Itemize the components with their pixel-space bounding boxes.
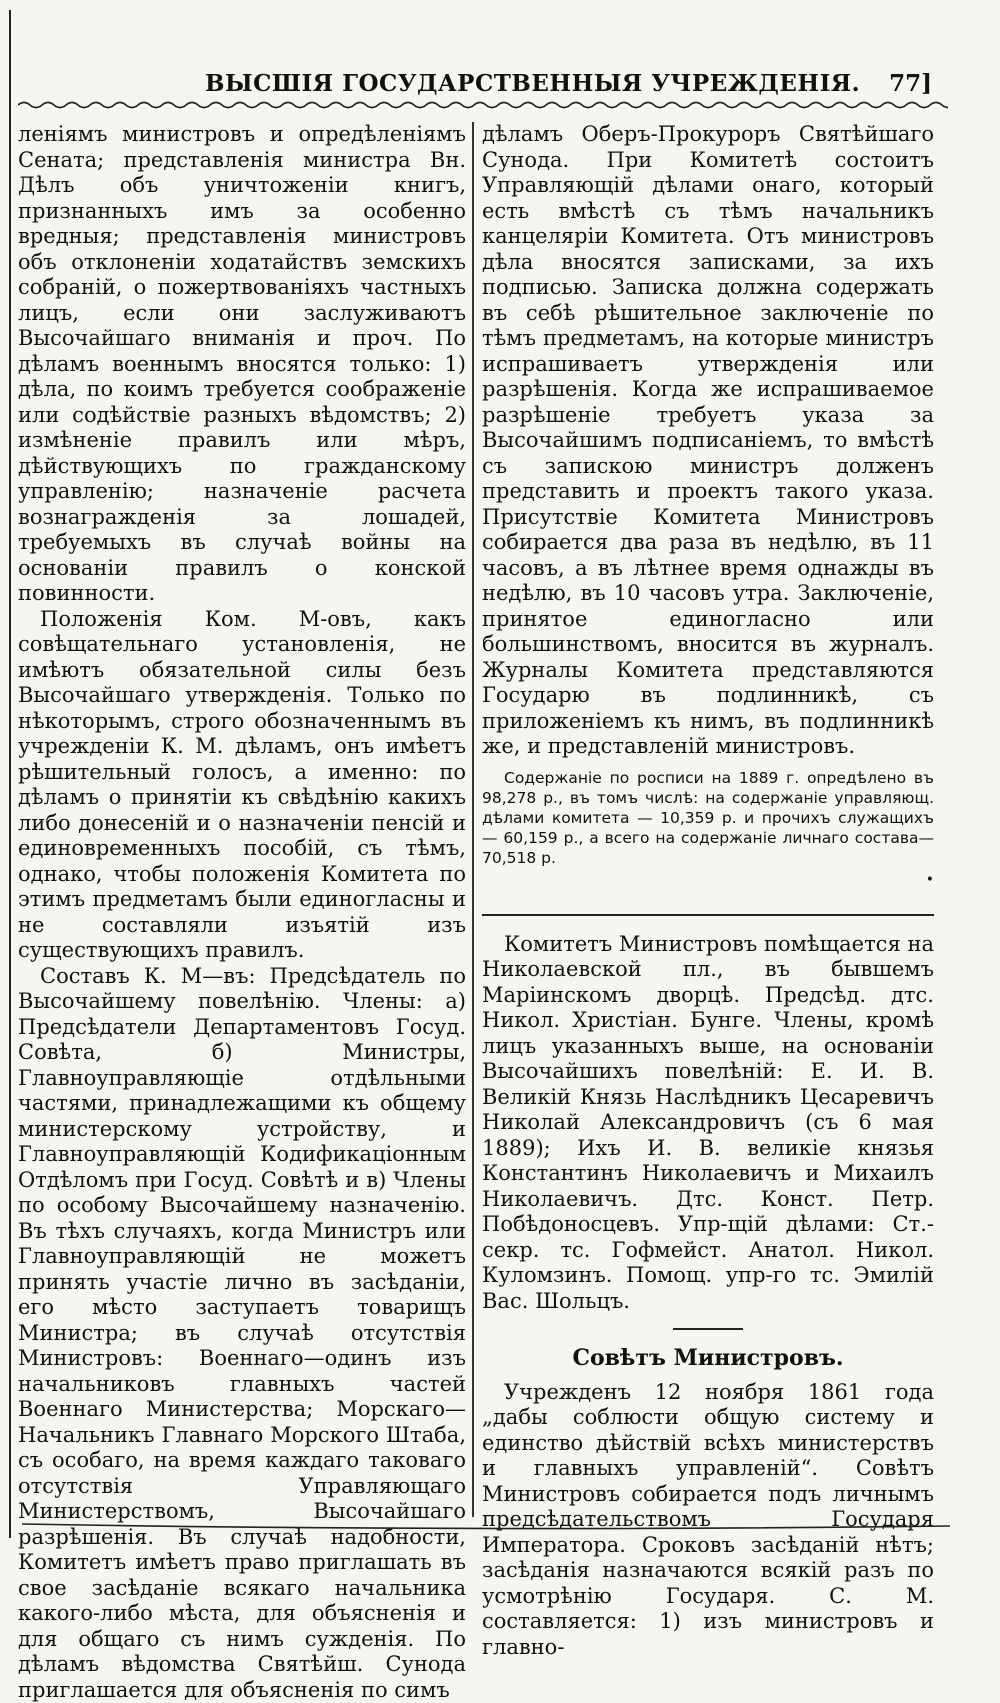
column-divider	[472, 122, 474, 1517]
left-edge-rule	[9, 10, 11, 1538]
paragraph: Комитетъ Министровъ помѣщается на Николаевской пл., въ бывшемъ Маріинскомъ дворцѣ. Предсѣд. дтс. Никол. Христіан. Бунге. Члены, кромѣ лицъ указанныхъ выше, на основаніи Высочайшихъ повелѣній: Е. И. В. Великій Князь Наслѣдникъ Цесаревичъ Николай Александровичъ (съ 6 мая 1889); Ихъ И. В. великіе князья Константинъ Николаевичъ и Михаилъ Николаевичъ. Дтс. Конст. Петр. Побѣдоносцевъ. Упр-щій дѣлами: Ст.-секр. тс. Гофмейст. Анатол. Никол. Куломзинъ. Помощ. упр-го тс. Эмилій Вас. Шольцъ.	[482, 932, 934, 1315]
paragraph: Составъ К. М—въ: Предсѣдатель по Высочайшему повелѣнію. Члены: а) Предсѣдатели Департаментовъ Госуд. Совѣта, б) Министры, Главноуправляющіе отдѣльными частями, принадлежащими къ общему министерскому устройству, и Главноуправляющій Кодификаціонным Отдѣломъ при Госуд. Совѣтѣ и в) Члены по особому Высочайшему назначенію. Въ тѣхъ случаяхъ, когда Министръ или Главноуправляющій не можетъ принять участіе лично въ засѣданіи, его мѣсто заступаетъ товарищъ Министра; въ случаѣ отсутствія Министровъ: Военнаго—одинъ изъ начальниковъ главныхъ частей Военнаго Министерства; Морскаго—Начальникъ Главнаго Морского Штаба, съ особаго, на время каждаго таковаго отсутствія Управляющаго Министерствомъ, Высочайшаго разрѣшенія. Въ случаѣ надобности, Комитетъ имѣетъ право приглашать въ свое засѣданіе всякаго начальника какого-либо мѣста, для объясненія и для общаго съ нимъ сужденія. По дѣламъ вѣдомства Святѣйш. Сунода приглашается для объясненія по симъ	[18, 964, 466, 1703]
left-column	[18, 122, 466, 1703]
bottom-curved-rule	[22, 1520, 950, 1534]
paragraph: Положенія Ком. М-овъ, какъ совѣщательнаго установленія, не имѣютъ обязательной силы безъ Высочайшаго утвержденія. Только по нѣкоторымъ, строго обозначеннымъ въ учрежденіи К. М. дѣламъ, онъ имѣетъ рѣшительный голосъ, а именно: по дѣламъ о принятіи къ свѣдѣнію какихъ либо донесеній и о назначеніи пенсій и единовременныхъ пособій, съ тѣмъ, однако, чтобы положенія Комитета по этимъ предметамъ были единогласны и не составляли изъятій изъ существующихъ правилъ.	[18, 607, 466, 964]
paragraph: дѣламъ Оберъ-Прокуроръ Святѣйшаго Сунода. При Комитетѣ состоитъ Управляющій дѣлами онаго, который есть вмѣстѣ съ тѣмъ начальникъ канцеляріи Комитета. Отъ министровъ дѣла вносятся записками, за ихъ подписью. Записка должна содержать въ себѣ рѣшительное заключеніе по тѣмъ предметамъ, на которые министръ испрашиваетъ утвержденія или разрѣшенія. Когда же испрашиваемое разрѣшеніе требуетъ указа за Высочайшимъ подписаніемъ, то вмѣстѣ съ запискою министръ долженъ представить и проектъ такого указа. Присутствіе Комитета Министровъ собирается два раза въ недѣлю, въ 11 часовъ, а въ лѣтнее время однажды въ недѣлю, въ 10 часовъ утра. Заключеніе, принятое единогласно или большинствомъ, вносится въ журналъ. Журналы Комитета представляются Государю въ подлинникѣ, съ приложеніемъ къ нимъ, въ подлинникѣ же, и представленій министровъ.	[482, 122, 934, 760]
short-divider	[673, 1328, 743, 1330]
right-column	[482, 122, 934, 1660]
section-heading: Совѣтъ Министровъ.	[482, 1346, 934, 1372]
budget-note: Содержаніе по росписи на 1889 г. опредѣлено въ 98,278 р., въ томъ числѣ: на содержаніе управляющ. дѣлами комитета — 10,359 р. и прочихъ служащихъ — 60,159 р., а всего на содержаніе личнаго состава—70,518 р.	[482, 768, 934, 868]
printer-mark: •	[482, 868, 934, 888]
header-wavy-rule	[18, 98, 948, 112]
section-divider	[482, 914, 934, 916]
page-number: 77]	[889, 70, 932, 97]
page-title: ВЫСШІЯ ГОСУДАРСТВЕННЫЯ УЧРЕЖДЕНІЯ.	[205, 70, 860, 97]
paragraph: Учрежденъ 12 ноября 1861 года „дабы соблюсти общую систему и единство дѣйствій всѣхъ министерствъ и главныхъ управленій“. Совѣтъ Министровъ собирается подъ личнымъ предсѣдательствомъ Государя Императора. Сроковъ засѣданій нѣтъ; засѣданія назначаются всякій разъ по усмотрѣнію Государя. С. М. составляется: 1) изъ министровъ и главно-	[482, 1380, 934, 1661]
paragraph: леніямъ министровъ и опредѣленіямъ Сената; представленія министра Вн. Дѣлъ объ уничтоженіи книгъ, признанныхъ имъ за особенно вредныя; представленія министровъ объ отклоненіи ходатайствъ земскихъ собраній, о пожертвованіяхъ частныхъ лицъ, если они заслуживаютъ Высочайшаго вниманія и проч. По дѣламъ военнымъ вносятся только: 1) дѣла, по коимъ требуется соображеніе или содѣйствіе разныхъ вѣдомствъ; 2) измѣненіе правилъ или мѣръ, дѣйствующихъ по гражданскому управленію; назначеніе расчета вознагражденія за лошадей, требуемыхъ въ случаѣ войны на основаніи правилъ о конской повинности.	[18, 122, 466, 607]
